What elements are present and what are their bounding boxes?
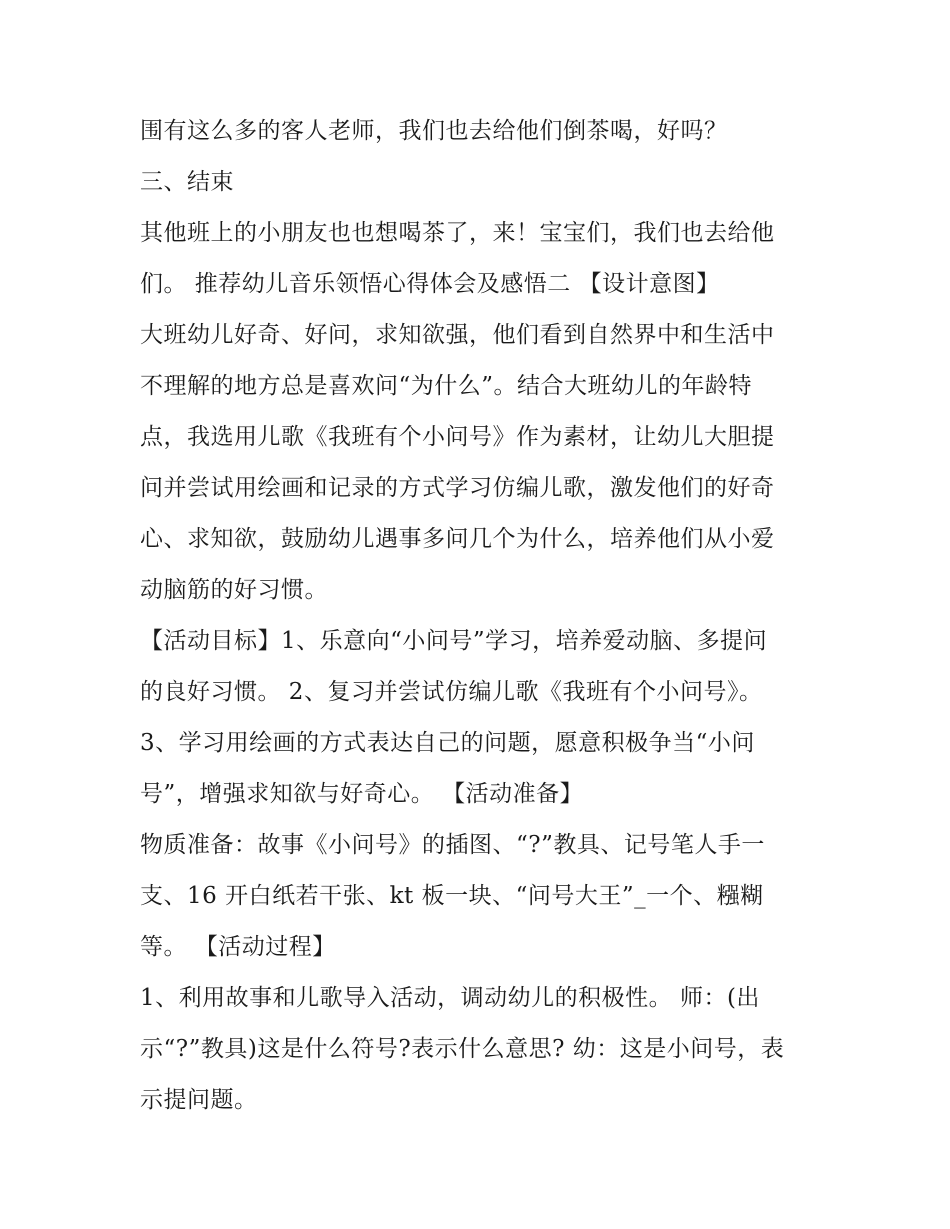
text-line: 心、求知欲，鼓励幼儿遇事多问几个为什么，培养他们从小爱 xyxy=(140,526,775,552)
text-line: 围有这么多的客人老师，我们也去给他们倒茶喝，好吗？ xyxy=(140,118,728,144)
text-line: 的良好习惯。 2、复习并尝试仿编儿歌《我班有个小问号》。 xyxy=(140,679,763,705)
text-line: 号”，增强求知欲与好奇心。 【活动准备】 xyxy=(140,781,584,807)
text-line: 动脑筋的好习惯。 xyxy=(140,577,328,603)
text-line: 示提问题。 xyxy=(140,1087,258,1113)
text-line: 1、利用故事和儿歌导入活动，调动幼儿的积极性。 师：(出 xyxy=(140,985,760,1011)
text-line: 【活动目标】1、乐意向“小问号”学习，培养爱动脑、多提问 xyxy=(140,628,768,654)
text-line: 大班幼儿好奇、好问，求知欲强，他们看到自然界中和生活中 xyxy=(140,322,775,348)
text-line: 问并尝试用绘画和记录的方式学习仿编儿歌，激发他们的好奇 xyxy=(140,475,775,501)
text-line: 物质准备：故事《小问号》的插图、“?”教具、记号笔人手一 xyxy=(140,832,765,858)
text-line: 们。 推荐幼儿音乐领悟心得体会及感悟二 【设计意图】 xyxy=(140,271,720,297)
text-line: 等。 【活动过程】 xyxy=(140,934,336,960)
text-line: 3、学习用绘画的方式表达自己的问题，愿意积极争当“小问 xyxy=(140,730,755,756)
text-line: 其他班上的小朋友也也想喝茶了，来！宝宝们，我们也去给他 xyxy=(140,220,775,246)
text-line: 示“?”教具)这是什么符号?表示什么意思? 幼：这是小问号，表 xyxy=(140,1036,785,1062)
text-line: 点，我选用儿歌《我班有个小问号》作为素材，让幼儿大胆提 xyxy=(140,424,775,450)
body-text xyxy=(140,106,820,1126)
section-heading: 三、结束 xyxy=(140,169,234,195)
text-line: 支、16 开白纸若干张、kt 板一块、“问号大王”_一个、糨糊 xyxy=(140,883,764,909)
text-line: 不理解的地方总是喜欢问“为什么”。结合大班幼儿的年龄特 xyxy=(140,373,753,399)
